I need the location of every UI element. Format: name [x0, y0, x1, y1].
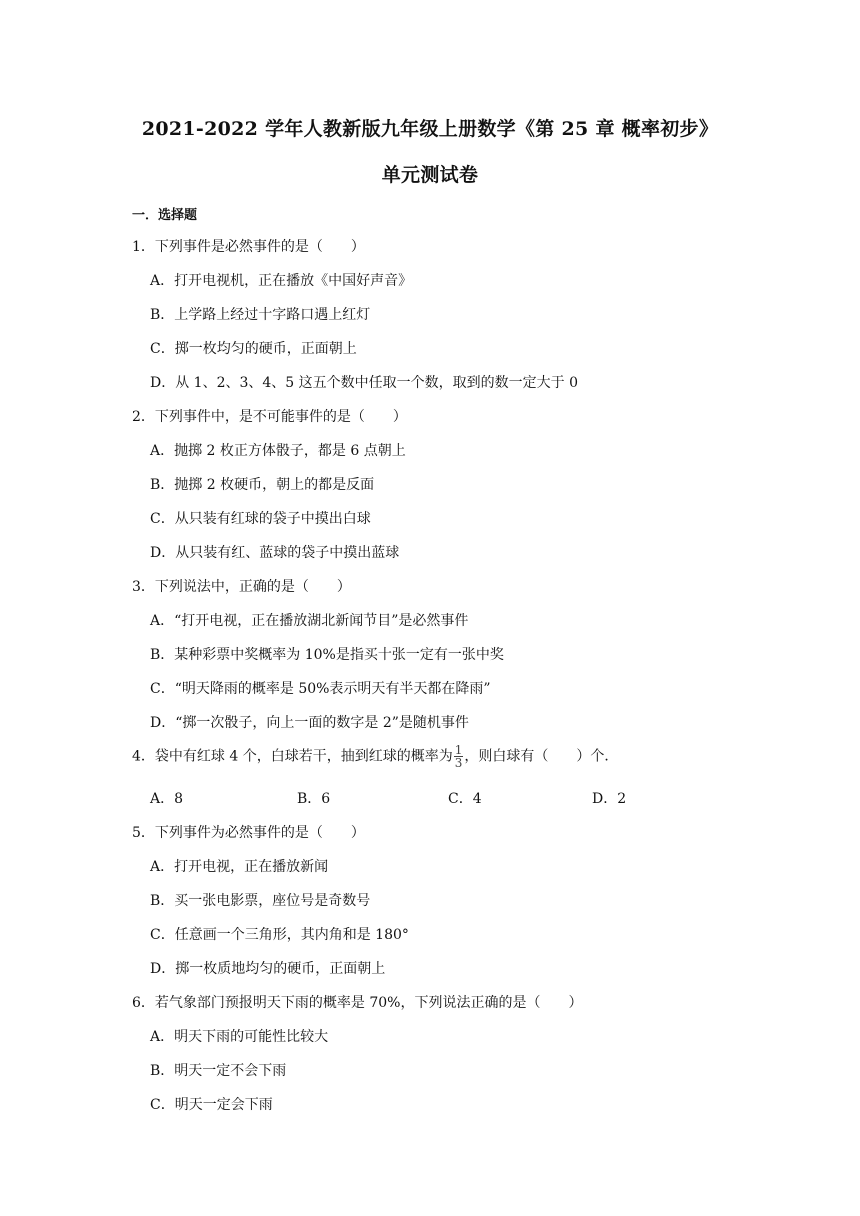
question-6-option-b: B．明天一定不会下雨 [150, 1063, 287, 1079]
question-5-stem: 5．下列事件为必然事件的是（ ） [132, 825, 365, 841]
question-4-option-c: C．4 [448, 791, 482, 807]
question-1-option-c: C．掷一枚均匀的硬币，正面朝上 [150, 341, 357, 357]
question-4-stem [132, 744, 618, 769]
question-4-options-row [150, 788, 710, 808]
question-2-option-b: B．抛掷 2 枚硬币，朝上的都是反面 [150, 477, 375, 493]
question-4-option-d: D．2 [592, 791, 627, 807]
question-3-option-b: B．某种彩票中奖概率为 10%是指买十张一定有一张中奖 [150, 647, 504, 663]
question-4-option-a: A．8 [150, 791, 184, 807]
question-1-stem: 1．下列事件是必然事件的是（ ） [132, 239, 365, 255]
question-5-option-c: C．任意画一个三角形，其内角和是 180° [150, 927, 409, 943]
fraction-one-third [454, 744, 464, 769]
question-2-option-d: D．从只装有红、蓝球的袋子中摸出蓝球 [150, 545, 400, 561]
question-4-option-b: B．6 [297, 791, 331, 807]
fraction-denominator: 3 [454, 756, 463, 770]
question-2-option-a: A．抛掷 2 枚正方体骰子，都是 6 点朝上 [150, 443, 406, 459]
question-4-stem-after: ，则白球有（ ）个． [464, 748, 619, 765]
question-5-option-a: A．打开电视，正在播放新闻 [150, 859, 329, 875]
question-1-option-a: A．打开电视机，正在播放《中国好声音》 [150, 273, 413, 289]
question-5-option-d: D．掷一枚质地均匀的硬币，正面朝上 [150, 961, 386, 977]
question-6-option-a: A．明天下雨的可能性比较大 [150, 1029, 329, 1045]
question-3-option-c: C．“明天降雨的概率是 50%表示明天有半天都在降雨” [150, 681, 491, 697]
question-2-option-c: C．从只装有红球的袋子中摸出白球 [150, 511, 371, 527]
question-5-option-b: B．买一张电影票，座位号是奇数号 [150, 893, 371, 909]
question-4-stem-before: 4．袋中有红球 4 个，白球若干，抽到红球的概率为 [132, 748, 453, 765]
document-title-line2: 单元测试卷 [381, 164, 479, 186]
fraction-numerator: 1 [454, 743, 463, 757]
question-6-stem: 6．若气象部门预报明天下雨的概率是 70%，下列说法正确的是（ ） [132, 995, 583, 1011]
question-3-option-d: D．“掷一次骰子，向上一面的数字是 2”是随机事件 [150, 715, 469, 731]
question-1-option-b: B．上学路上经过十字路口遇上红灯 [150, 307, 371, 323]
document-title-line1: 2021-2022 学年人教新版九年级上册数学《第 25 章 概率初步》 [141, 118, 719, 140]
question-6-option-c: C．明天一定会下雨 [150, 1097, 273, 1113]
question-3-option-a: A．“打开电视，正在播放湖北新闻节目”是必然事件 [150, 613, 469, 629]
question-1-option-d: D．从 1、2、3、4、5 这五个数中任取一个数，取到的数一定大于 0 [150, 375, 579, 391]
question-3-stem: 3．下列说法中，正确的是（ ） [132, 579, 351, 595]
question-2-stem: 2．下列事件中，是不可能事件的是（ ） [132, 409, 407, 425]
section-heading: 一．选择题 [132, 208, 198, 223]
